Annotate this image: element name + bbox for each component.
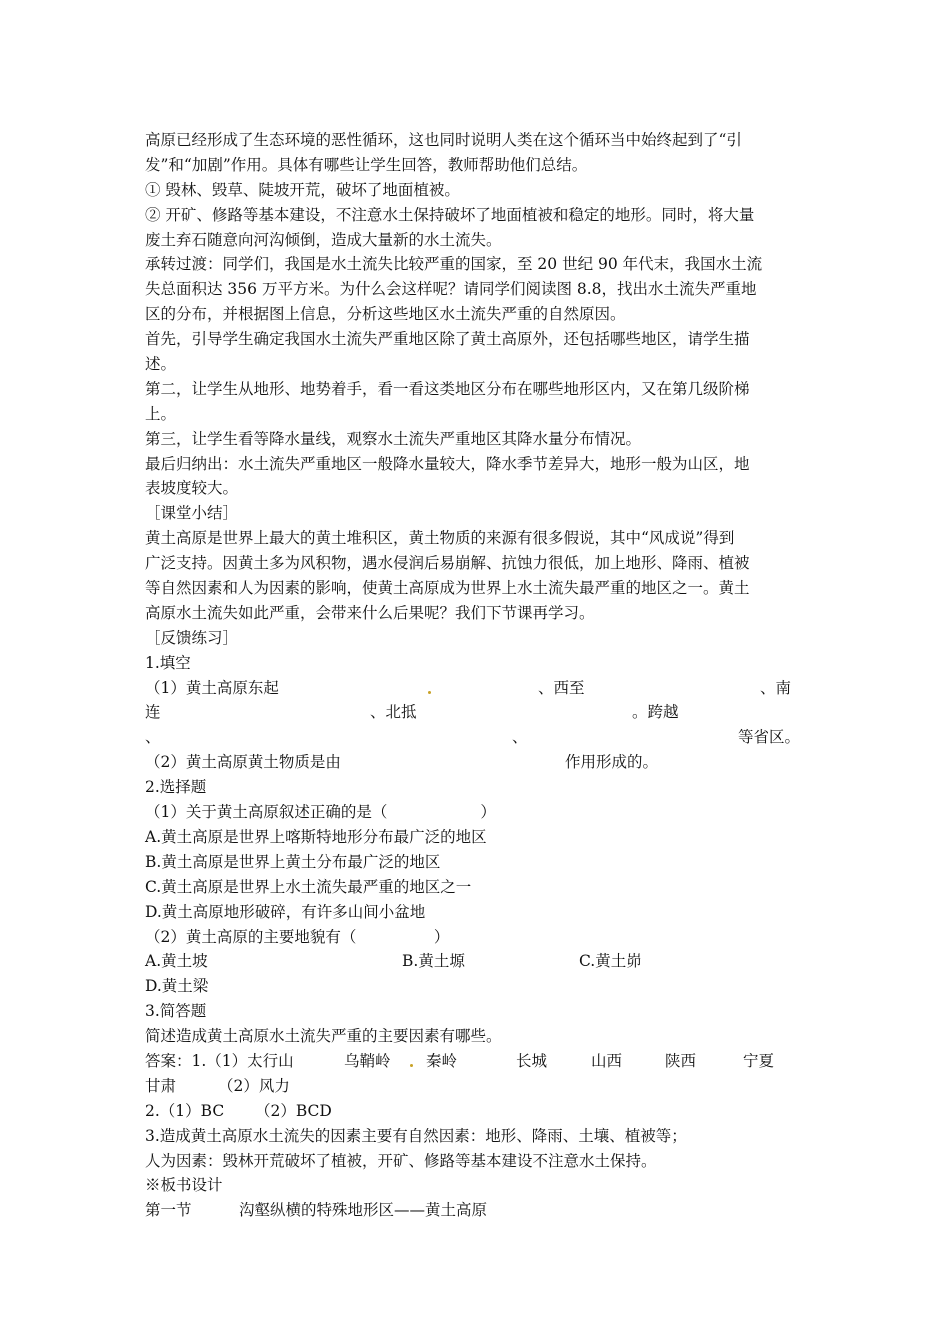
text-line: ② 开矿、修路等基本建设，不注意水土保持破坏了地面植被和稳定的地形。同时，将大量	[145, 205, 755, 224]
text-line: 等自然因素和人为因素的影响，使黄土高原成为世界上水土流失最严重的地区之一。黄土	[145, 579, 750, 598]
answer-text: （2）BCD	[255, 1101, 332, 1120]
fill-text: 。跨越	[632, 703, 679, 722]
question-heading: 3.简答题	[145, 1002, 207, 1021]
text-line: ① 毁林、毁草、陡坡开荒，破坏了地面植被。	[145, 180, 460, 199]
option-line	[145, 949, 805, 974]
text-line: 表坡度较大。	[145, 479, 239, 498]
text-line: 高原水土流失如此严重，会带来什么后果呢？我们下节课再学习。	[145, 603, 595, 622]
board-design-line	[145, 1198, 805, 1223]
fill-text: 、南	[760, 678, 792, 697]
answer-line: 人为因素：毁林开荒破坏了植被，开矿、修路等基本建设不注意水土保持。	[145, 1151, 657, 1170]
answer-text: （2）风力	[218, 1076, 290, 1095]
answer-text: 秦岭	[426, 1051, 458, 1070]
text-line: 广泛支持。因黄土多为风积物，遇水侵润后易崩解、抗蚀力很低，加上地形、降雨、植被	[145, 554, 750, 573]
answer-text: 乌鞘岭	[344, 1051, 391, 1070]
answer-text: 长城	[516, 1051, 548, 1070]
section-heading: ［课堂小结］	[145, 504, 239, 523]
fill-blank-line	[145, 725, 805, 750]
section-heading: ［反馈练习］	[145, 628, 239, 647]
text-line: 第二，让学生从地形、地势着手，看一看这类地区分布在哪些地形区内，又在第几级阶梯	[145, 379, 750, 398]
fill-blank-line	[145, 700, 805, 725]
text-line: 区的分布，并根据图上信息，分析这些地区水土流失严重的自然原因。	[145, 305, 626, 324]
answer-line	[145, 1074, 805, 1099]
answer-text: 答案：1.（1）太行山	[145, 1051, 294, 1070]
fill-text: 、北抵	[370, 703, 417, 722]
answer-line	[145, 1049, 805, 1074]
option-a: A.黄土坡	[145, 952, 208, 971]
text-line: 黄土高原是世界上最大的黄土堆积区，黄土物质的来源有很多假说，其中“风成说”得到	[145, 529, 735, 548]
text-line: 承转过渡：同学们，我国是水土流失比较严重的国家，至 20 世纪 90 年代末，我国水土流	[145, 255, 763, 274]
fill-text: 、西至	[538, 678, 585, 697]
text-line: 高原已经形成了生态环境的恶性循环，这也同时说明人类在这个循环当中始终起到了“引	[145, 131, 742, 149]
option-line: A.黄土高原是世界上喀斯特地形分布最广泛的地区	[145, 827, 487, 846]
fill-blank-line	[145, 676, 805, 701]
option-line: C.黄土高原是世界上水土流失最严重的地区之一	[145, 877, 472, 896]
section-title: 沟壑纵横的特殊地形区——黄土高原	[239, 1201, 488, 1220]
question-heading: 2.选择题	[145, 778, 207, 797]
text-line: 失总面积达 356 万平方米。为什么会这样呢？请同学们阅读图 8.8，找出水土流失严重地	[145, 280, 757, 299]
section-number: 第一节	[145, 1201, 192, 1220]
answer-text: 甘肃	[145, 1076, 177, 1095]
fill-text: （1）黄土高原东起	[145, 678, 279, 697]
text-line: 首先，引导学生确定我国水土流失严重地区除了黄土高原外，还包括哪些地区，请学生描	[145, 330, 750, 349]
fill-blank-line	[145, 750, 805, 775]
answer-line: 3.造成黄土高原水土流失的因素主要有自然因素：地形、降雨、土壤、植被等；	[145, 1126, 687, 1145]
document-body	[145, 128, 805, 1223]
fill-text: 、	[512, 728, 528, 747]
section-heading: ※板书设计	[145, 1176, 223, 1195]
text-line: 第三，让学生看等降水量线，观察水土流失严重地区其降水量分布情况。	[145, 429, 642, 448]
answer-text: 宁夏	[743, 1051, 775, 1070]
text-line: 上。	[145, 404, 177, 423]
fill-text: 作用形成的。	[565, 753, 659, 772]
text-line: 最后归纳出：水土流失严重地区一般降水量较大，降水季节差异大，地形一般为山区，地	[145, 454, 750, 473]
option-line: D.黄土高原地形破碎，有许多山间小盆地	[145, 902, 426, 921]
text-line: 废土弃石随意向河沟倾倒，造成大量新的水土流失。	[145, 230, 502, 249]
text-line: 发”和“加剧”作用。具体有哪些让学生回答，教师帮助他们总结。	[145, 155, 588, 174]
question-line: （1）关于黄土高原叙述正确的是（ ）	[145, 803, 496, 822]
answer-text: 2.（1）BC	[145, 1101, 225, 1120]
mark-dot	[428, 691, 431, 694]
question-line: （2）黄土高原的主要地貌有（ ）	[145, 927, 450, 946]
question-heading: 1.填空	[145, 653, 191, 672]
option-b: B.黄土塬	[402, 952, 465, 971]
fill-text: 、	[145, 728, 161, 747]
answer-line	[145, 1099, 805, 1124]
option-c: C.黄土峁	[579, 952, 642, 971]
mark-dot	[410, 1064, 413, 1067]
fill-text: （2）黄土高原黄土物质是由	[145, 753, 341, 772]
fill-text: 连	[145, 703, 161, 722]
answer-text: 陕西	[665, 1051, 697, 1070]
option-line: B.黄土高原是世界上黄土分布最广泛的地区	[145, 852, 441, 871]
question-line: 简述造成黄土高原水土流失严重的主要因素有哪些。	[145, 1027, 502, 1046]
text-line: 述。	[145, 355, 177, 374]
answer-text: 山西	[591, 1051, 623, 1070]
option-line: D.黄土梁	[145, 977, 209, 996]
fill-text: 等省区。	[738, 728, 801, 747]
